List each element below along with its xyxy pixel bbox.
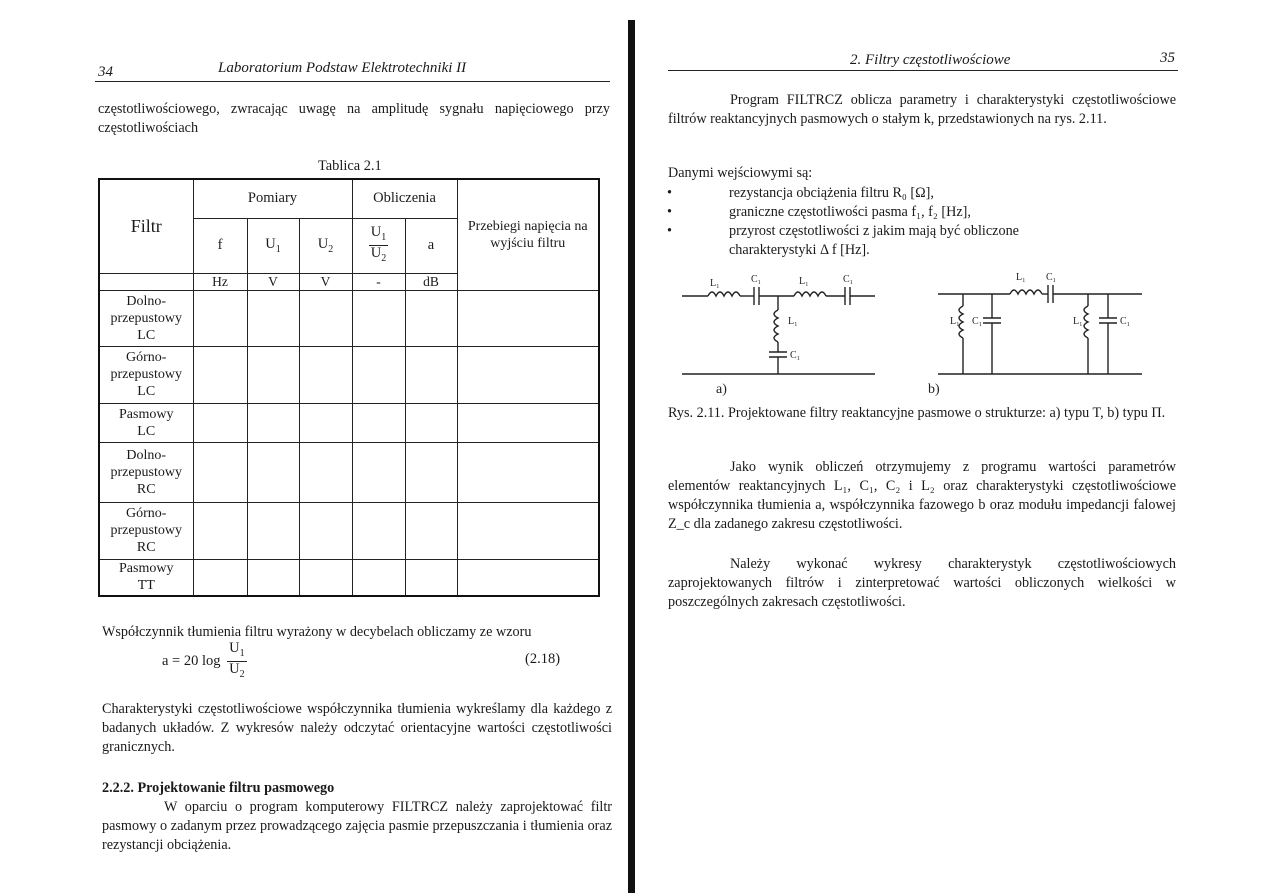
label-c1: C₁ [1120,316,1131,327]
intro-paragraph: częstotliwościowego, zwracając uwagę na amplitudę sygnału napięciowego przy częstotliwościach [98,101,610,136]
circuit-a-labels [710,274,853,361]
table-row [99,442,599,502]
figure-caption: Rys. 2.11. Projektowane filtry reaktancyjne pasmowe o strukturze: a) typu T, b) typu Π. [668,405,1166,421]
bullet-icon: • [667,223,672,239]
col-u2: $U_2$ [299,218,352,273]
circuit-a [682,287,875,374]
header-rule [95,81,610,82]
characteristics-paragraph: Charakterystyki częstotliwościowe współczynnika tłumienia wykreślamy dla każdego z badanych układów. Z wykresów należy odczytać orientacyjne wartości częstotliwości granicznych. [102,701,612,755]
section-paragraph: W oparciu o program komputerowy FILTRCZ należy zaprojektować filtr pasmowy o zadanym przez prowadzącego zajęcia pasmie przepuszczania i tłumienia oraz rezystancji obciążenia. [102,799,612,853]
formula: a = 20 log $\frac{U_1}{U_2}$ [162,640,245,680]
row-label: Dolno- przepustowy RC [99,442,193,502]
circuit-b-labels [950,272,1130,327]
list-item: graniczne częstotliwości pasma f₁, f₂ [Hz], [729,204,971,220]
unit-u2: V [299,273,352,290]
row-label: Dolno- przepustowy LC [99,290,193,346]
unit-f: Hz [193,273,247,290]
final-paragraph: Należy wykonać wykresy charakterystyk częstotliwościowych zaprojektowanych filtrów i zinterpretować wartości obliczonych wielkości w poszczególnych zakresach częstotliwości. [668,556,1176,610]
row-label: Pasmowy LC [99,403,193,442]
fig-label-b: b) [928,382,940,397]
label-l1: L₁ [710,278,720,289]
row-label: Górno- przepustowy RC [99,502,193,559]
col-f: f [193,218,247,273]
col-ratio: $\frac{U_1}{U_2}$ [352,218,405,273]
result-paragraph: Jako wynik obliczeń otrzymujemy z programu wartości parametrów elementów reaktancyjnych L₁, C₁, C₂ i L₂ oraz charakterystyki częstotliwościowe współczynnika tłumienia a, współczynnika fazowego b oraz modułu impedancji falowej Z_c dla zadanego zakresu częstotliwości. [668,459,1176,532]
table-row [99,559,599,596]
list-item: rezystancja obciążenia filtru R₀ [Ω], [729,185,934,201]
unit-u1: V [247,273,299,290]
list-item: przyrost częstotliwości z jakim mają być obliczone charakterystyki Δ f [Hz]. [729,223,1019,258]
fig-label-a: a) [716,382,727,397]
header-rule-right [668,70,1178,71]
running-title: Laboratorium Podstaw Elektrotechniki II [218,60,467,76]
left-page [0,0,628,893]
unit-ratio: - [352,273,405,290]
label-c1: C₁ [972,316,983,327]
label-l1: L₁ [788,316,798,327]
filter-circuits-figure [660,268,1180,400]
col-a: a [405,218,457,273]
label-l1: L₁ [799,276,809,287]
bullet-icon: • [667,185,672,201]
table-row [99,290,599,346]
measurement-table [98,178,600,597]
section-heading: 2.2.2. Projektowanie filtru pasmowego [102,780,335,796]
col-u1: $U_1$ [247,218,299,273]
label-l1: L₁ [950,316,960,327]
formula-number: (2.18) [525,651,561,667]
circuit-b [938,285,1142,374]
label-c1: C₁ [790,350,801,361]
unit-empty [99,273,193,290]
pomiary-header: Pomiary [193,179,352,218]
obliczenia-header: Obliczenia [352,179,457,218]
inputs-list [667,184,1167,264]
table-row [99,346,599,403]
table-caption: Tablica 2.1 [318,158,382,174]
label-c1: C₁ [843,274,854,285]
program-paragraph: Program FILTRCZ oblicza parametry i charakterystyki częstotliwościowe filtrów reaktancyjnych pasmowych o stałym k, przedstawionych na rys. 2.11. [668,92,1176,127]
label-c1: C₁ [1046,272,1057,283]
running-title-right: 2. Filtry częstotliwościowe [850,52,1011,68]
filter-header: Filtr [99,179,193,273]
row-label: Górno- przepustowy LC [99,346,193,403]
table-row [99,502,599,559]
label-c1: C₁ [751,274,762,285]
table-row [99,403,599,442]
label-l1: L₁ [1016,272,1026,283]
book-spine [628,20,635,893]
bullet-icon: • [667,204,672,220]
page-number: 34 [98,64,113,80]
page-number-right: 35 [1160,50,1175,66]
row-label: Pasmowy TT [99,559,193,596]
inputs-heading: Danymi wejściowymi są: [668,165,813,181]
attenuation-text: Współczynnik tłumienia filtru wyrażony w decybelach obliczamy ze wzoru [102,624,532,640]
przebiegi-header: Przebiegi napięcia na wyjściu filtru [457,179,599,290]
unit-a: dB [405,273,457,290]
label-l1: L₁ [1073,316,1083,327]
